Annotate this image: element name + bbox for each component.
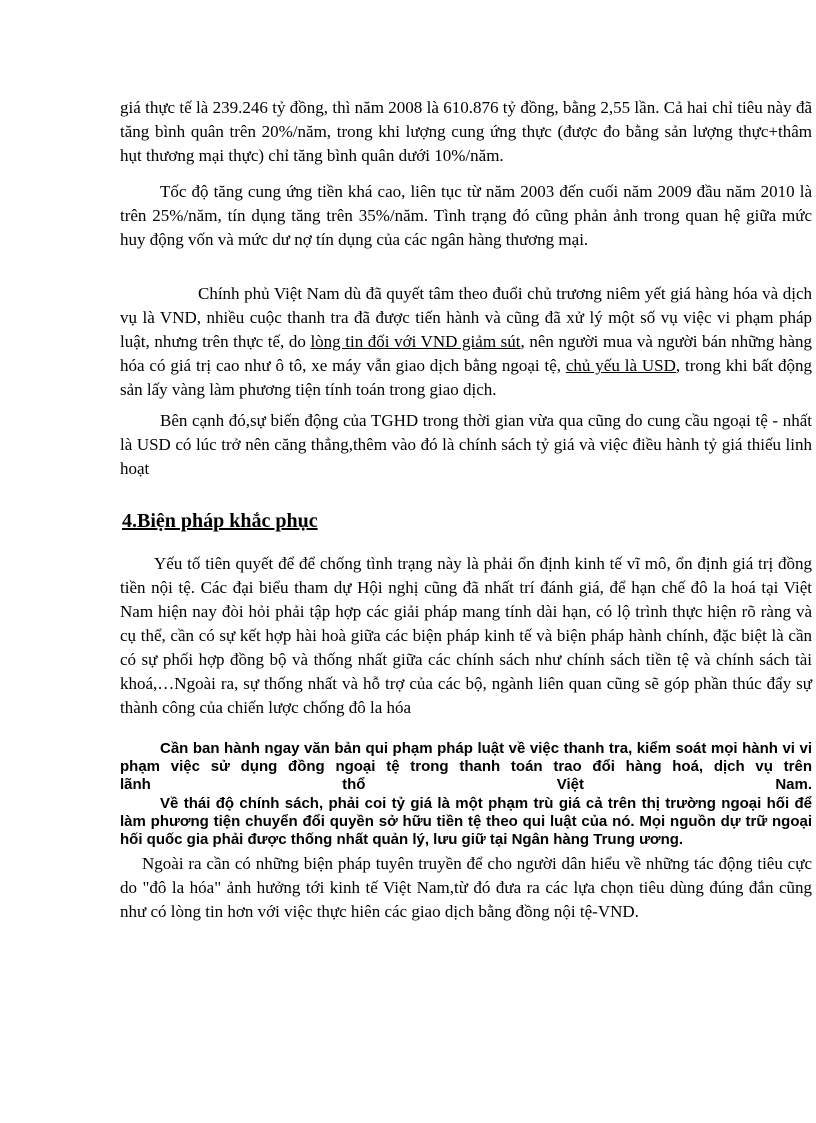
- policy-text-3: , trong khi bất động sản lấy vàng làm phương tiện tính toán trong giao dịch.: [120, 356, 812, 399]
- policy-text-2: , nên người mua và người bán những hàng hóa có giá trị cao như ô tô, xe máy vẫn giao dịch bằng ngoại tệ,: [120, 332, 812, 375]
- regulation-text: Cần ban hành ngay văn bản qui phạm pháp luật về việc thanh tra, kiểm soát mọi hành vi vi phạm việc sử dụng đồng ngoại tệ trong thanh toán trao đổi hàng hoá, dịch vụ trên: [120, 740, 812, 775]
- policy-underline-usd: chủ yếu là USD: [565, 356, 676, 375]
- paragraph-money-supply: Tốc độ tăng cung ứng tiền khá cao, liên tục từ năm 2003 đến cuối năm 2009 đầu năm 2010 là trên 25%/năm, tín dụng tăng trên 35%/năm. Tình trạng đó cũng phản ảnh trong quan hệ giữa mức huy động vốn và mức dư nợ tín dụng của các ngân hàng thương mại.: [120, 182, 812, 249]
- paragraph-money-growth: giá thực tế là 239.246 tỷ đồng, thì năm 2008 là 610.876 tỷ đồng, bằng 2,55 lần. Cả hai chỉ tiêu này đã tăng bình quân trên 20%/năm, trong khi lượng cung ứng thực (được đo bằng sản lượng thực+thâm hụt thương mại thực) chỉ tăng bình quân dưới 10%/năm.: [120, 98, 812, 165]
- policy-text-1: Chính phủ Việt Nam dù đã quyết tâm theo đuổi chủ trương niêm yết giá hàng hóa và dịch vụ là VND, nhiều cuộc thanh tra đã được tiến hành và cũng đã xử lý một số vụ việc vi phạm pháp luật, nhưng trên thực tế, do: [120, 284, 812, 351]
- regulation-word-4: Nam.: [775, 776, 812, 793]
- paragraph-solutions: Yếu tố tiên quyết để để chống tình trạng này là phải ổn định kinh tế vĩ mô, ổn định giá trị đồng tiền nội tệ. Các đại biểu tham dự Hội nghị cũng đã nhất trí đánh giá, để hạn chế đô la hoá tại Việt Nam hiện nay đòi hỏi phải tập hợp các giải pháp mang tính dài hạn, có lộ trình thực hiện rõ ràng và cụ thể, cần có sự kết hợp hài hoà giữa các biện pháp kinh tế và biện pháp hành chính, đặc biệt là cần có sự phối hợp đồng bộ và thống nhất giữa các chính sách như chính sách tiền tệ và chính sách tài khoá,…Ngoài ra, sự thống nhất và hỗ trợ của các bộ, ngành liên quan cũng sẽ góp phần thúc đẩy sự thành công của chiến lược chống đô la hóa: [120, 554, 812, 717]
- regulation-word-3: Việt: [556, 776, 585, 793]
- regulation-word-1: lãnh: [120, 776, 151, 793]
- policy-underline-trust: lòng tin đối với VND giảm sút: [310, 332, 521, 351]
- regulation-last-line: [120, 776, 812, 794]
- regulation-word-2: thổ: [342, 776, 366, 793]
- paragraph-policy-attitude: Về thái độ chính sách, phải coi tỷ giá là một phạm trù giá cả trên thị trường ngoại hối để làm phương tiện chuyển đổi quyền sở hữu tiền tệ theo qui luật của nó. Mọi nguồn dự trữ ngoại hối quốc gia phải được thống nhất quản lý, lưu giữ tại Ngân hàng Trung ương.: [120, 795, 812, 848]
- paragraph-regulation: [120, 740, 812, 794]
- paragraph-government-policy: [120, 282, 812, 402]
- paragraph-propaganda: Ngoài ra cần có những biện pháp tuyên truyền để cho người dân hiểu về những tác động tiêu cực do "đô la hóa" ảnh hưởng tới kinh tế Việt Nam,từ đó đưa ra các lựa chọn tiêu dùng đúng đắn cũng như có lòng tin hơn với việc thực hiên các giao dịch bằng đồng nội tệ-VND.: [120, 854, 812, 921]
- paragraph-exchange-rate: Bên cạnh đó,sự biến động của TGHD trong thời gian vừa qua cũng do cung cầu ngoại tệ - nhất là USD có lúc trở nên căng thẳng,thêm vào đó là chính sách tỷ giá và việc điều hành tỷ giá thiếu linh hoạt: [120, 411, 812, 478]
- section-heading: 4.Biện pháp khắc phục: [122, 510, 318, 532]
